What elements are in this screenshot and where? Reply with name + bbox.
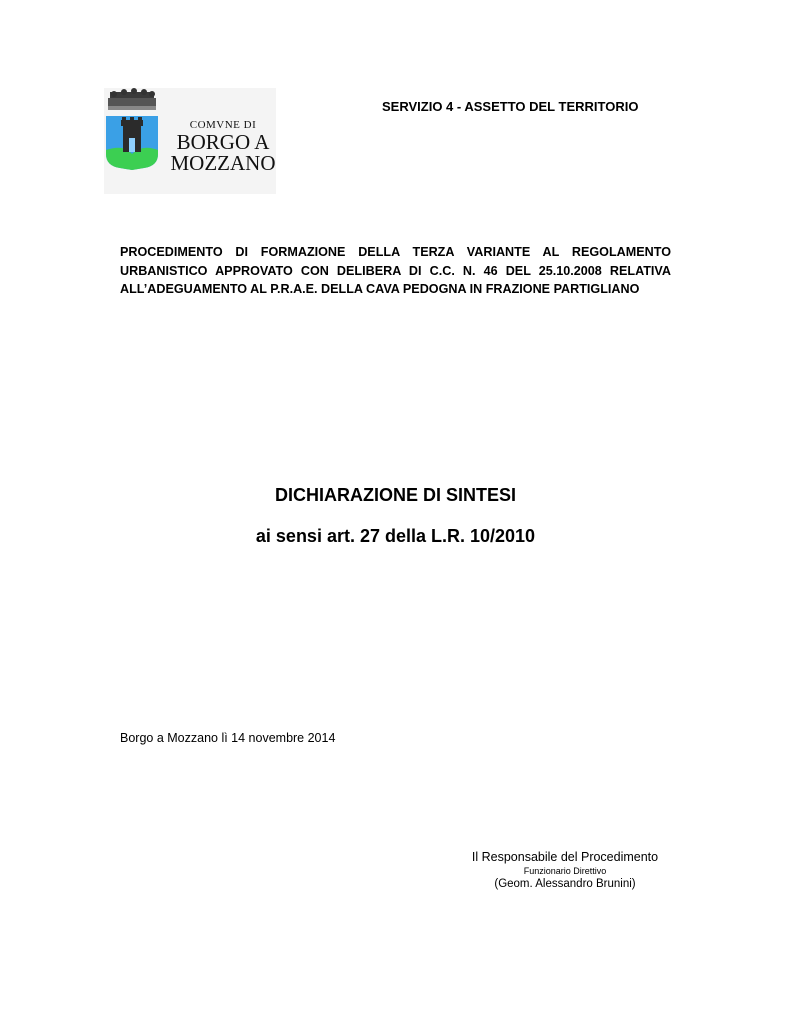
signature-role: Il Responsabile del Procedimento bbox=[471, 850, 659, 864]
place-and-date: Borgo a Mozzano lì 14 novembre 2014 bbox=[120, 731, 336, 745]
service-heading: SERVIZIO 4 - ASSETTO DEL TERRITORIO bbox=[382, 99, 639, 114]
signature-block bbox=[440, 850, 690, 891]
signature-name: (Geom. Alessandro Brunini) bbox=[494, 878, 636, 890]
logo-line-comune: COMVNE DI bbox=[189, 119, 257, 131]
logo-line-mozzano: MOZZANO bbox=[170, 151, 276, 175]
signature-title: Funzionario Direttivo bbox=[523, 866, 607, 876]
document-title: DICHIARAZIONE DI SINTESI bbox=[274, 485, 516, 505]
document-subtitle: ai sensi art. 27 della L.R. 10/2010 bbox=[255, 526, 536, 546]
coat-of-arms-icon bbox=[104, 88, 168, 194]
procedure-description: PROCEDIMENTO DI FORMAZIONE DELLA TERZA VARIANTE AL REGOLAMENTO URBANISTICO APPROVATO CON DELIBERA DI C.C. N. 46 DEL 25.10.2008 RELATIVA ALL’ADEGUAMENTO AL P.R.A.E. DELLA CAVA PEDOGNA IN FRAZIONE PARTIGLIANO bbox=[120, 245, 671, 296]
logo-wordmark bbox=[168, 120, 278, 174]
logo-line-borgo: BORGO A bbox=[176, 130, 270, 154]
municipality-logo bbox=[104, 88, 276, 194]
